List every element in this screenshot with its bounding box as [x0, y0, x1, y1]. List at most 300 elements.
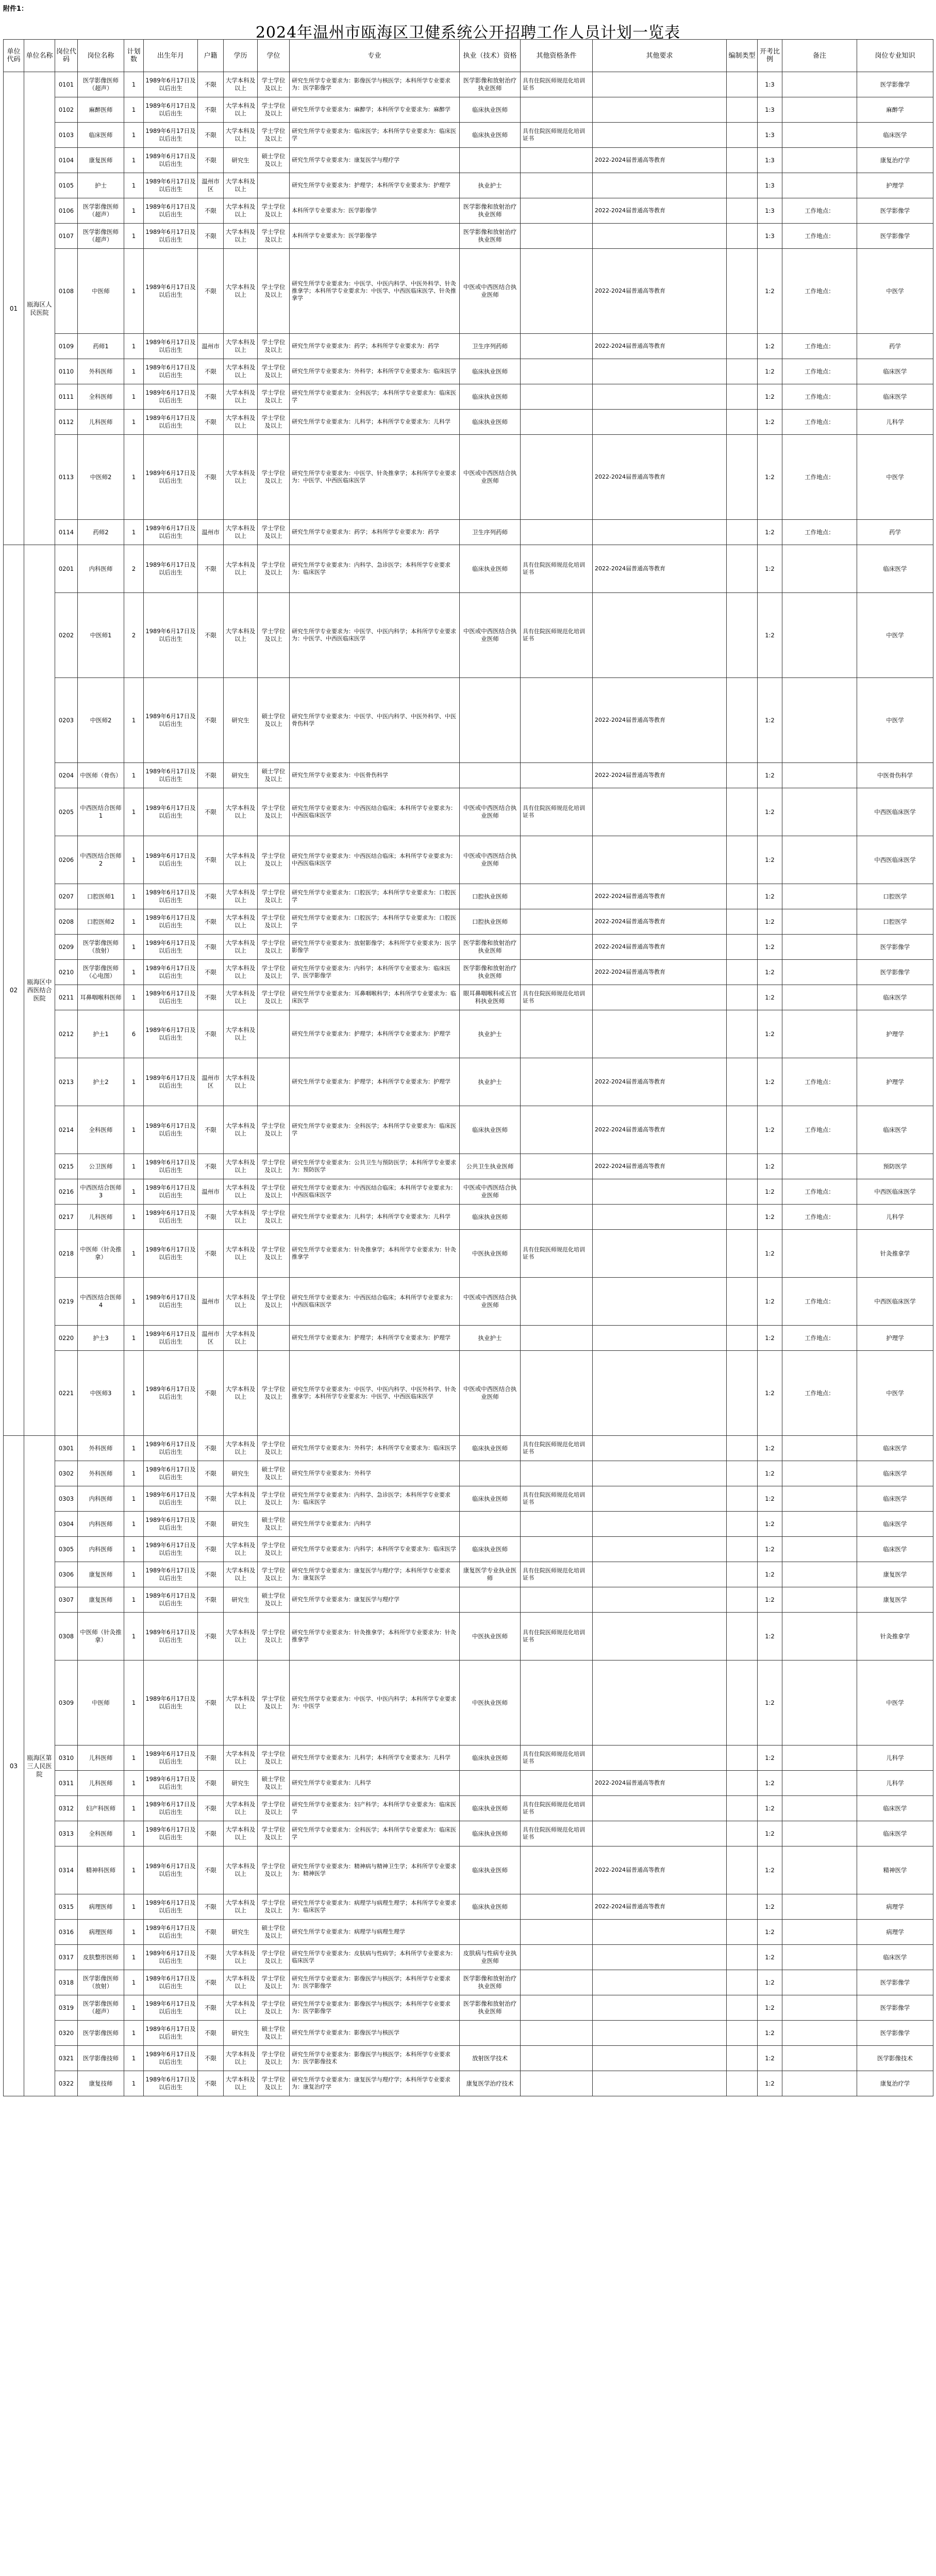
education-cell: 大学本科及以上: [224, 788, 258, 836]
degree-cell: 学士学位及以上: [258, 359, 290, 384]
post-name-cell: 医学影像医师（超声）: [78, 224, 124, 249]
plan-count-cell: 1: [124, 1587, 144, 1613]
post-name-cell: 康复医师: [78, 1562, 124, 1587]
degree-cell: 硕士学位及以上: [258, 1461, 290, 1486]
qualification-cell: [460, 763, 521, 788]
other-qualification-cell: 具有住院医师规范化培训证书: [521, 545, 593, 593]
education-cell: 研究生: [224, 1461, 258, 1486]
header-cell: 单位代码: [4, 40, 24, 72]
other-qualification-cell: 具有住院医师规范化培训证书: [521, 1745, 593, 1771]
birth-date-cell: 1989年6月17日及以后出生: [144, 985, 198, 1010]
staffing-type-cell: [727, 224, 758, 249]
degree-cell: 学士学位及以上: [258, 884, 290, 909]
staffing-type-cell: [727, 384, 758, 410]
exam-ratio-cell: 1:3: [758, 224, 782, 249]
post-name-cell: 精神科医师: [78, 1846, 124, 1894]
page-title: 2024年温州市瓯海区卫健系统公开招聘工作人员计划一览表: [255, 24, 681, 42]
subject-knowledge-cell: 临床医学: [857, 1537, 933, 1562]
staffing-type-cell: [727, 2021, 758, 2046]
staffing-type-cell: [727, 960, 758, 985]
education-cell: 大学本科及以上: [224, 1058, 258, 1106]
qualification-cell: 放射医学技术: [460, 2046, 521, 2071]
birth-date-cell: 1989年6月17日及以后出生: [144, 334, 198, 359]
birth-date-cell: 1989年6月17日及以后出生: [144, 1821, 198, 1846]
education-cell: 研究生: [224, 1587, 258, 1613]
birth-date-cell: 1989年6月17日及以后出生: [144, 1920, 198, 1945]
staffing-type-cell: [727, 1970, 758, 1995]
household-cell: 不限: [198, 1010, 224, 1058]
birth-date-cell: 1989年6月17日及以后出生: [144, 1010, 198, 1058]
birth-date-cell: 1989年6月17日及以后出生: [144, 359, 198, 384]
note-cell: [782, 1587, 857, 1613]
other-qualification-cell: [521, 520, 593, 545]
education-cell: 大学本科及以上: [224, 224, 258, 249]
exam-ratio-cell: 1:2: [758, 909, 782, 935]
degree-cell: [258, 173, 290, 198]
table-row: [4, 763, 933, 788]
degree-cell: [258, 1010, 290, 1058]
staffing-type-cell: [727, 909, 758, 935]
qualification-cell: 中医执业医师: [460, 1613, 521, 1660]
household-cell: 温州市区: [198, 1326, 224, 1351]
education-cell: 大学本科及以上: [224, 1154, 258, 1179]
education-cell: 研究生: [224, 678, 258, 763]
post-name-cell: 外科医师: [78, 1461, 124, 1486]
plan-count-cell: 1: [124, 1796, 144, 1821]
degree-cell: 学士学位及以上: [258, 1796, 290, 1821]
staffing-type-cell: [727, 1821, 758, 1846]
household-cell: 不限: [198, 1920, 224, 1945]
plan-count-cell: 1: [124, 1106, 144, 1154]
major-cell: 研究生所学专业要求为：全科医学；本科所学专业要求为：临床医学: [290, 384, 460, 410]
household-cell: 不限: [198, 1436, 224, 1461]
birth-date-cell: 1989年6月17日及以后出生: [144, 1796, 198, 1821]
staffing-type-cell: [727, 1537, 758, 1562]
plan-count-cell: 1: [124, 935, 144, 960]
birth-date-cell: 1989年6月17日及以后出生: [144, 520, 198, 545]
degree-cell: 学士学位及以上: [258, 960, 290, 985]
major-cell: 研究生所学专业要求为：口腔医学；本科所学专业要求为：口腔医学: [290, 884, 460, 909]
household-cell: 不限: [198, 909, 224, 935]
other-qualification-cell: [521, 1461, 593, 1486]
staffing-type-cell: [727, 334, 758, 359]
header-cell: 开考比例: [758, 40, 782, 72]
subject-knowledge-cell: 儿科学: [857, 1771, 933, 1796]
degree-cell: 学士学位及以上: [258, 1486, 290, 1512]
major-cell: 研究生所学专业要求为：皮肤病与性病学；本科所学专业要求为：临床医学: [290, 1945, 460, 1970]
post-name-cell: 医学影像技师: [78, 2046, 124, 2071]
subject-knowledge-cell: 护理学: [857, 173, 933, 198]
plan-count-cell: 1: [124, 763, 144, 788]
subject-knowledge-cell: 药学: [857, 334, 933, 359]
education-cell: 大学本科及以上: [224, 985, 258, 1010]
other-requirement-cell: [593, 410, 727, 435]
household-cell: 温州市区: [198, 1058, 224, 1106]
header-cell: 岗位代码: [55, 40, 78, 72]
other-qualification-cell: [521, 410, 593, 435]
qualification-cell: 医学影像和放射治疗执业医师: [460, 198, 521, 224]
subject-knowledge-cell: 临床医学: [857, 1945, 933, 1970]
other-requirement-cell: 2022-2024届普通高等教育: [593, 198, 727, 224]
education-cell: 大学本科及以上: [224, 1537, 258, 1562]
qualification-cell: 卫生序列药师: [460, 520, 521, 545]
education-cell: 大学本科及以上: [224, 334, 258, 359]
major-cell: 研究生所学专业要求为：病理学与病理生理学: [290, 1920, 460, 1945]
subject-knowledge-cell: 医学影像学: [857, 935, 933, 960]
post-code-cell: 0205: [55, 788, 78, 836]
birth-date-cell: 1989年6月17日及以后出生: [144, 1660, 198, 1745]
education-cell: 研究生: [224, 2021, 258, 2046]
subject-knowledge-cell: 中医学: [857, 1660, 933, 1745]
other-requirement-cell: 2022-2024届普通高等教育: [593, 1058, 727, 1106]
table-row: [4, 334, 933, 359]
note-cell: [782, 1537, 857, 1562]
plan-count-cell: 1: [124, 836, 144, 884]
staffing-type-cell: [727, 1278, 758, 1326]
exam-ratio-cell: 1:2: [758, 334, 782, 359]
major-cell: 研究生所学专业要求为：中医学、针灸推拿学；本科所学专业要求为：中医学、中西医临床医学: [290, 435, 460, 520]
note-cell: [782, 173, 857, 198]
education-cell: 大学本科及以上: [224, 1230, 258, 1278]
birth-date-cell: 1989年6月17日及以后出生: [144, 1205, 198, 1230]
header-cell: 执业（技术）资格: [460, 40, 521, 72]
degree-cell: 学士学位及以上: [258, 410, 290, 435]
table-row: [4, 960, 933, 985]
post-name-cell: 外科医师: [78, 359, 124, 384]
subject-knowledge-cell: 护理学: [857, 1058, 933, 1106]
note-cell: [782, 1920, 857, 1945]
major-cell: 研究生所学专业要求为：中医学、中医内科学；本科所学专业要求为：中医学、中西医临床医学: [290, 593, 460, 678]
household-cell: 不限: [198, 1745, 224, 1771]
note-cell: [782, 1894, 857, 1920]
birth-date-cell: 1989年6月17日及以后出生: [144, 1512, 198, 1537]
exam-ratio-cell: 1:2: [758, 410, 782, 435]
other-qualification-cell: [521, 1351, 593, 1436]
major-cell: 研究生所学专业要求为：康复医学与理疗学；本科所学专业要求为：康复医学: [290, 1562, 460, 1587]
major-cell: 研究生所学专业要求为：全科医学；本科所学专业要求为：临床医学: [290, 1821, 460, 1846]
subject-knowledge-cell: 临床医学: [857, 985, 933, 1010]
degree-cell: 学士学位及以上: [258, 1821, 290, 1846]
other-requirement-cell: [593, 1230, 727, 1278]
education-cell: 大学本科及以上: [224, 1205, 258, 1230]
table-row: [4, 1058, 933, 1106]
major-cell: 研究生所学专业要求为：外科学: [290, 1461, 460, 1486]
other-requirement-cell: [593, 1461, 727, 1486]
qualification-cell: 临床执业医师: [460, 97, 521, 123]
major-cell: 研究生所学专业要求为：影像医学与核医学；本科所学专业要求为：医学影像学: [290, 1995, 460, 2021]
subject-knowledge-cell: 医学影像技术: [857, 2046, 933, 2071]
household-cell: 不限: [198, 123, 224, 148]
note-cell: [782, 1660, 857, 1745]
degree-cell: 学士学位及以上: [258, 1351, 290, 1436]
exam-ratio-cell: 1:2: [758, 935, 782, 960]
table-row: [4, 520, 933, 545]
subject-knowledge-cell: 医学影像学: [857, 224, 933, 249]
post-name-cell: 儿科医师: [78, 1205, 124, 1230]
note-cell: [782, 1154, 857, 1179]
education-cell: 大学本科及以上: [224, 410, 258, 435]
subject-knowledge-cell: 康复医学: [857, 1587, 933, 1613]
staffing-type-cell: [727, 410, 758, 435]
staffing-type-cell: [727, 935, 758, 960]
qualification-cell: [460, 1461, 521, 1486]
exam-ratio-cell: 1:2: [758, 884, 782, 909]
note-cell: 工作地点：: [782, 334, 857, 359]
post-code-cell: 0310: [55, 1745, 78, 1771]
education-cell: 大学本科及以上: [224, 960, 258, 985]
post-code-cell: 0304: [55, 1512, 78, 1537]
subject-knowledge-cell: 中西医临床医学: [857, 836, 933, 884]
qualification-cell: 临床执业医师: [460, 1796, 521, 1821]
major-cell: 研究生所学专业要求为：护理学；本科所学专业要求为：护理学: [290, 1010, 460, 1058]
major-cell: 研究生所学专业要求为：护理学；本科所学专业要求为：护理学: [290, 1326, 460, 1351]
major-cell: 研究生所学专业要求为：内科学、急诊医学；本科所学专业要求为：临床医学: [290, 1486, 460, 1512]
post-code-cell: 0113: [55, 435, 78, 520]
unit-code-cell: 01: [4, 72, 24, 545]
other-requirement-cell: [593, 788, 727, 836]
qualification-cell: 临床执业医师: [460, 1846, 521, 1894]
table-row: [4, 545, 933, 593]
staffing-type-cell: [727, 148, 758, 173]
household-cell: 不限: [198, 1771, 224, 1796]
qualification-cell: 眼耳鼻咽喉科或五官科执业医师: [460, 985, 521, 1010]
table-row: [4, 1660, 933, 1745]
other-requirement-cell: [593, 384, 727, 410]
exam-ratio-cell: 1:2: [758, 1010, 782, 1058]
major-cell: 研究生所学专业要求为：中西医结合临床；本科所学专业要求为：中西医临床医学: [290, 836, 460, 884]
education-cell: 大学本科及以上: [224, 359, 258, 384]
plan-count-cell: 1: [124, 1230, 144, 1278]
staffing-type-cell: [727, 72, 758, 97]
education-cell: 研究生: [224, 1771, 258, 1796]
degree-cell: 学士学位及以上: [258, 1436, 290, 1461]
birth-date-cell: 1989年6月17日及以后出生: [144, 173, 198, 198]
major-cell: 研究生所学专业要求为：全科医学；本科所学专业要求为：临床医学: [290, 1106, 460, 1154]
staffing-type-cell: [727, 1205, 758, 1230]
exam-ratio-cell: 1:3: [758, 72, 782, 97]
unit-name-cell: 瓯海区中西医结合医院: [24, 545, 55, 1436]
household-cell: 不限: [198, 359, 224, 384]
other-qualification-cell: 具有住院医师规范化培训证书: [521, 1436, 593, 1461]
table-row: [4, 1587, 933, 1613]
degree-cell: 学士学位及以上: [258, 985, 290, 1010]
education-cell: 大学本科及以上: [224, 1278, 258, 1326]
header-cell: 备注: [782, 40, 857, 72]
exam-ratio-cell: 1:2: [758, 1179, 782, 1205]
other-requirement-cell: [593, 224, 727, 249]
plan-count-cell: 1: [124, 909, 144, 935]
exam-ratio-cell: 1:2: [758, 1562, 782, 1587]
table-row: [4, 1486, 933, 1512]
other-qualification-cell: 具有住院医师规范化培训证书: [521, 1486, 593, 1512]
qualification-cell: 临床执业医师: [460, 1894, 521, 1920]
education-cell: 大学本科及以上: [224, 198, 258, 224]
plan-count-cell: 1: [124, 678, 144, 763]
household-cell: 不限: [198, 1945, 224, 1970]
post-code-cell: 0206: [55, 836, 78, 884]
household-cell: 不限: [198, 410, 224, 435]
major-cell: 研究生所学专业要求为：药学；本科所学专业要求为：药学: [290, 334, 460, 359]
note-cell: [782, 593, 857, 678]
other-requirement-cell: 2022-2024届普通高等教育: [593, 1894, 727, 1920]
table-row: [4, 1613, 933, 1660]
major-cell: 研究生所学专业要求为：影像医学与核医学: [290, 2021, 460, 2046]
education-cell: 大学本科及以上: [224, 1106, 258, 1154]
subject-knowledge-cell: 中医骨伤科学: [857, 763, 933, 788]
other-requirement-cell: [593, 1010, 727, 1058]
table-header-row: [4, 40, 933, 72]
subject-knowledge-cell: 中西医临床医学: [857, 1179, 933, 1205]
education-cell: 大学本科及以上: [224, 435, 258, 520]
birth-date-cell: 1989年6月17日及以后出生: [144, 1745, 198, 1771]
degree-cell: 学士学位及以上: [258, 224, 290, 249]
table-row: [4, 1010, 933, 1058]
household-cell: 不限: [198, 836, 224, 884]
degree-cell: 学士学位及以上: [258, 72, 290, 97]
plan-count-cell: 1: [124, 123, 144, 148]
major-cell: 研究生所学专业要求为：儿科学: [290, 1771, 460, 1796]
plan-count-cell: 1: [124, 1351, 144, 1436]
qualification-cell: [460, 1512, 521, 1537]
exam-ratio-cell: 1:2: [758, 2046, 782, 2071]
exam-ratio-cell: 1:2: [758, 2071, 782, 2096]
education-cell: 大学本科及以上: [224, 1660, 258, 1745]
other-qualification-cell: [521, 935, 593, 960]
note-cell: [782, 1613, 857, 1660]
exam-ratio-cell: 1:2: [758, 1613, 782, 1660]
other-requirement-cell: 2022-2024届普通高等教育: [593, 545, 727, 593]
other-qualification-cell: [521, 435, 593, 520]
post-name-cell: 耳鼻咽喉科医师: [78, 985, 124, 1010]
staffing-type-cell: [727, 1920, 758, 1945]
table-row: [4, 1154, 933, 1179]
post-code-cell: 0322: [55, 2071, 78, 2096]
post-code-cell: 0312: [55, 1796, 78, 1821]
staffing-type-cell: [727, 1613, 758, 1660]
household-cell: 温州市: [198, 520, 224, 545]
household-cell: 温州市: [198, 1179, 224, 1205]
plan-count-cell: 1: [124, 1771, 144, 1796]
staffing-type-cell: [727, 1179, 758, 1205]
education-cell: 大学本科及以上: [224, 2046, 258, 2071]
major-cell: 研究生所学专业要求为：内科学；本科所学专业要求为：临床医学、医学影像学: [290, 960, 460, 985]
birth-date-cell: 1989年6月17日及以后出生: [144, 1613, 198, 1660]
qualification-cell: 康复医学专业执业医师: [460, 1562, 521, 1587]
post-code-cell: 0319: [55, 1995, 78, 2021]
note-cell: 工作地点：: [782, 1278, 857, 1326]
staffing-type-cell: [727, 1486, 758, 1512]
education-cell: 研究生: [224, 148, 258, 173]
plan-count-cell: 1: [124, 410, 144, 435]
other-requirement-cell: [593, 97, 727, 123]
table-body: [4, 72, 933, 2096]
table-row: [4, 935, 933, 960]
household-cell: 不限: [198, 1821, 224, 1846]
degree-cell: 学士学位及以上: [258, 1154, 290, 1179]
header-cell: 其他资格条件: [521, 40, 593, 72]
degree-cell: 学士学位及以上: [258, 2046, 290, 2071]
subject-knowledge-cell: 口腔医学: [857, 884, 933, 909]
birth-date-cell: 1989年6月17日及以后出生: [144, 1230, 198, 1278]
degree-cell: 学士学位及以上: [258, 334, 290, 359]
degree-cell: 学士学位及以上: [258, 909, 290, 935]
birth-date-cell: 1989年6月17日及以后出生: [144, 678, 198, 763]
other-qualification-cell: [521, 359, 593, 384]
post-name-cell: 全科医师: [78, 1821, 124, 1846]
exam-ratio-cell: 1:2: [758, 1512, 782, 1537]
subject-knowledge-cell: 医学影像学: [857, 72, 933, 97]
note-cell: [782, 763, 857, 788]
staffing-type-cell: [727, 520, 758, 545]
exam-ratio-cell: 1:2: [758, 1205, 782, 1230]
post-code-cell: 0217: [55, 1205, 78, 1230]
other-requirement-cell: [593, 836, 727, 884]
qualification-cell: 临床执业医师: [460, 1205, 521, 1230]
household-cell: 不限: [198, 985, 224, 1010]
major-cell: 研究生所学专业要求为：儿科学；本科所学专业要求为：儿科学: [290, 410, 460, 435]
degree-cell: 学士学位及以上: [258, 1537, 290, 1562]
plan-count-cell: 1: [124, 198, 144, 224]
other-qualification-cell: 具有住院医师规范化培训证书: [521, 593, 593, 678]
post-code-cell: 0311: [55, 1771, 78, 1796]
post-name-cell: 医学影像医师: [78, 2021, 124, 2046]
plan-count-cell: 6: [124, 1010, 144, 1058]
subject-knowledge-cell: 护理学: [857, 1326, 933, 1351]
education-cell: 大学本科及以上: [224, 1894, 258, 1920]
household-cell: 温州市区: [198, 173, 224, 198]
post-code-cell: 0204: [55, 763, 78, 788]
plan-count-cell: 1: [124, 985, 144, 1010]
household-cell: 不限: [198, 1894, 224, 1920]
birth-date-cell: 1989年6月17日及以后出生: [144, 97, 198, 123]
table-row: [4, 1205, 933, 1230]
post-code-cell: 0219: [55, 1278, 78, 1326]
header-cell: 计划数: [124, 40, 144, 72]
post-name-cell: 公卫医师: [78, 1154, 124, 1179]
note-cell: [782, 1821, 857, 1846]
subject-knowledge-cell: 药学: [857, 520, 933, 545]
household-cell: 不限: [198, 1512, 224, 1537]
plan-count-cell: 1: [124, 1278, 144, 1326]
household-cell: 不限: [198, 884, 224, 909]
education-cell: 大学本科及以上: [224, 1821, 258, 1846]
education-cell: 大学本科及以上: [224, 1995, 258, 2021]
header-cell: 其他要求: [593, 40, 727, 72]
qualification-cell: 临床执业医师: [460, 410, 521, 435]
post-name-cell: 全科医师: [78, 384, 124, 410]
other-requirement-cell: [593, 1351, 727, 1436]
major-cell: 研究生所学专业要求为：中西医结合临床；本科所学专业要求为：中西医临床医学: [290, 788, 460, 836]
post-code-cell: 0110: [55, 359, 78, 384]
other-qualification-cell: [521, 1106, 593, 1154]
major-cell: 研究生所学专业要求为：护理学；本科所学专业要求为：护理学: [290, 173, 460, 198]
degree-cell: 学士学位及以上: [258, 935, 290, 960]
exam-ratio-cell: 1:2: [758, 985, 782, 1010]
exam-ratio-cell: 1:2: [758, 1894, 782, 1920]
birth-date-cell: 1989年6月17日及以后出生: [144, 410, 198, 435]
other-requirement-cell: [593, 173, 727, 198]
qualification-cell: 临床执业医师: [460, 1486, 521, 1512]
qualification-cell: 执业护士: [460, 173, 521, 198]
degree-cell: 硕士学位及以上: [258, 2021, 290, 2046]
subject-knowledge-cell: 中医学: [857, 1351, 933, 1436]
other-requirement-cell: [593, 1660, 727, 1745]
staffing-type-cell: [727, 249, 758, 334]
exam-ratio-cell: 1:2: [758, 836, 782, 884]
household-cell: 不限: [198, 72, 224, 97]
degree-cell: 硕士学位及以上: [258, 148, 290, 173]
table-row: [4, 1230, 933, 1278]
